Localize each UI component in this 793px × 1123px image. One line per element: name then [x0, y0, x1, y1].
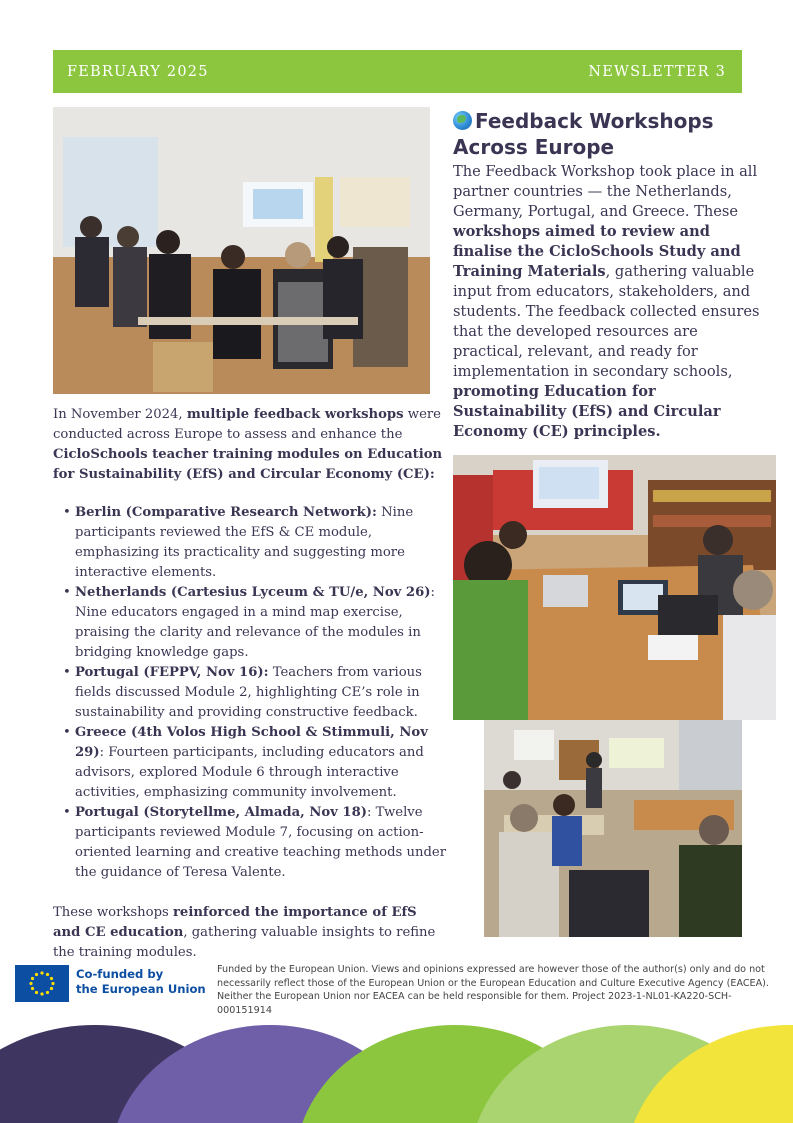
closing-paragraph: These workshops reinforced the importance of EfS and CE education, gathering valuable insights to refine the training modules.: [53, 905, 436, 960]
right-paragraph: The Feedback Workshop took place in all partner countries — the Netherlands, Germany, Portugal, and Greece. These workshops aimed to review and finalise the CicloSchools Study and Training Materials, gathering valuable input from educators, stakeholders, and students. The feedback collected ensures that the developed resources are practical, relevant, and ready for implementation in secondary schools, promoting Education for Sustainability (EfS) and Circular Economy (CE) principles.: [453, 163, 760, 440]
list-item: • Portugal (Storytellme, Almada, Nov 18): Twelve participants reviewed Module 7, focusing on action-oriented learning and creative teaching methods under the guidance of Teresa Valente.: [75, 803, 448, 883]
header-bar: [53, 50, 742, 93]
workshop-photo-table: [453, 455, 776, 720]
eu-line-2: the European Union: [76, 982, 206, 996]
globe-icon: [453, 111, 472, 130]
intro-paragraph: In November 2024, multiple feedback workshops were conducted across Europe to assess and enhance the CicloSchools teacher training modules on Education for Sustainability (EfS) and Circular Economy (CE):: [53, 407, 443, 482]
list-item: • Portugal (FEPPV, Nov 16): Teachers from various fields discussed Module 2, highlighting CE’s role in sustainability and providing constructive feedback.: [75, 663, 448, 723]
eu-cofunded-label: [76, 967, 206, 997]
workshop-photo-classroom: [53, 107, 430, 394]
section-heading: Feedback Workshops Across Europe: [453, 109, 714, 159]
decorative-bottom-circles: [0, 1020, 793, 1123]
funding-disclaimer: Funded by the European Union. Views and opinions expressed are however those of the author(s) only and do not necessarily reflect those of the European Union or the European Education and Culture Executive Agency (EACEA). Neither the European Union nor EACEA can be held responsible for them. Project 2023-1-NL01-KA220-SCH-000151914: [217, 964, 769, 1016]
newsletter-issue: NEWSLETTER 3: [588, 63, 726, 80]
newsletter-date: FEBRUARY 2025: [67, 63, 209, 80]
list-item: • Netherlands (Cartesius Lyceum & TU/e, Nov 26): Nine educators engaged in a mind map exercise, praising the clarity and relevance of the modules in bridging knowledge gaps.: [75, 583, 448, 663]
list-item: • Berlin (Comparative Research Network): Nine participants reviewed the EfS & CE module, emphasizing its practicality and suggesting more interactive elements.: [75, 503, 448, 583]
left-column: [53, 405, 448, 963]
eu-flag-logo: [15, 965, 69, 1002]
workshop-list: [53, 503, 448, 883]
workshop-photo-classroom-2: [484, 720, 742, 937]
eu-line-1: Co-funded by: [76, 967, 164, 981]
list-item: • Greece (4th Volos High School & Stimmuli, Nov 29): Fourteen participants, including educators and advisors, explored Module 6 through interactive activities, emphasizing community involvement.: [75, 723, 448, 803]
